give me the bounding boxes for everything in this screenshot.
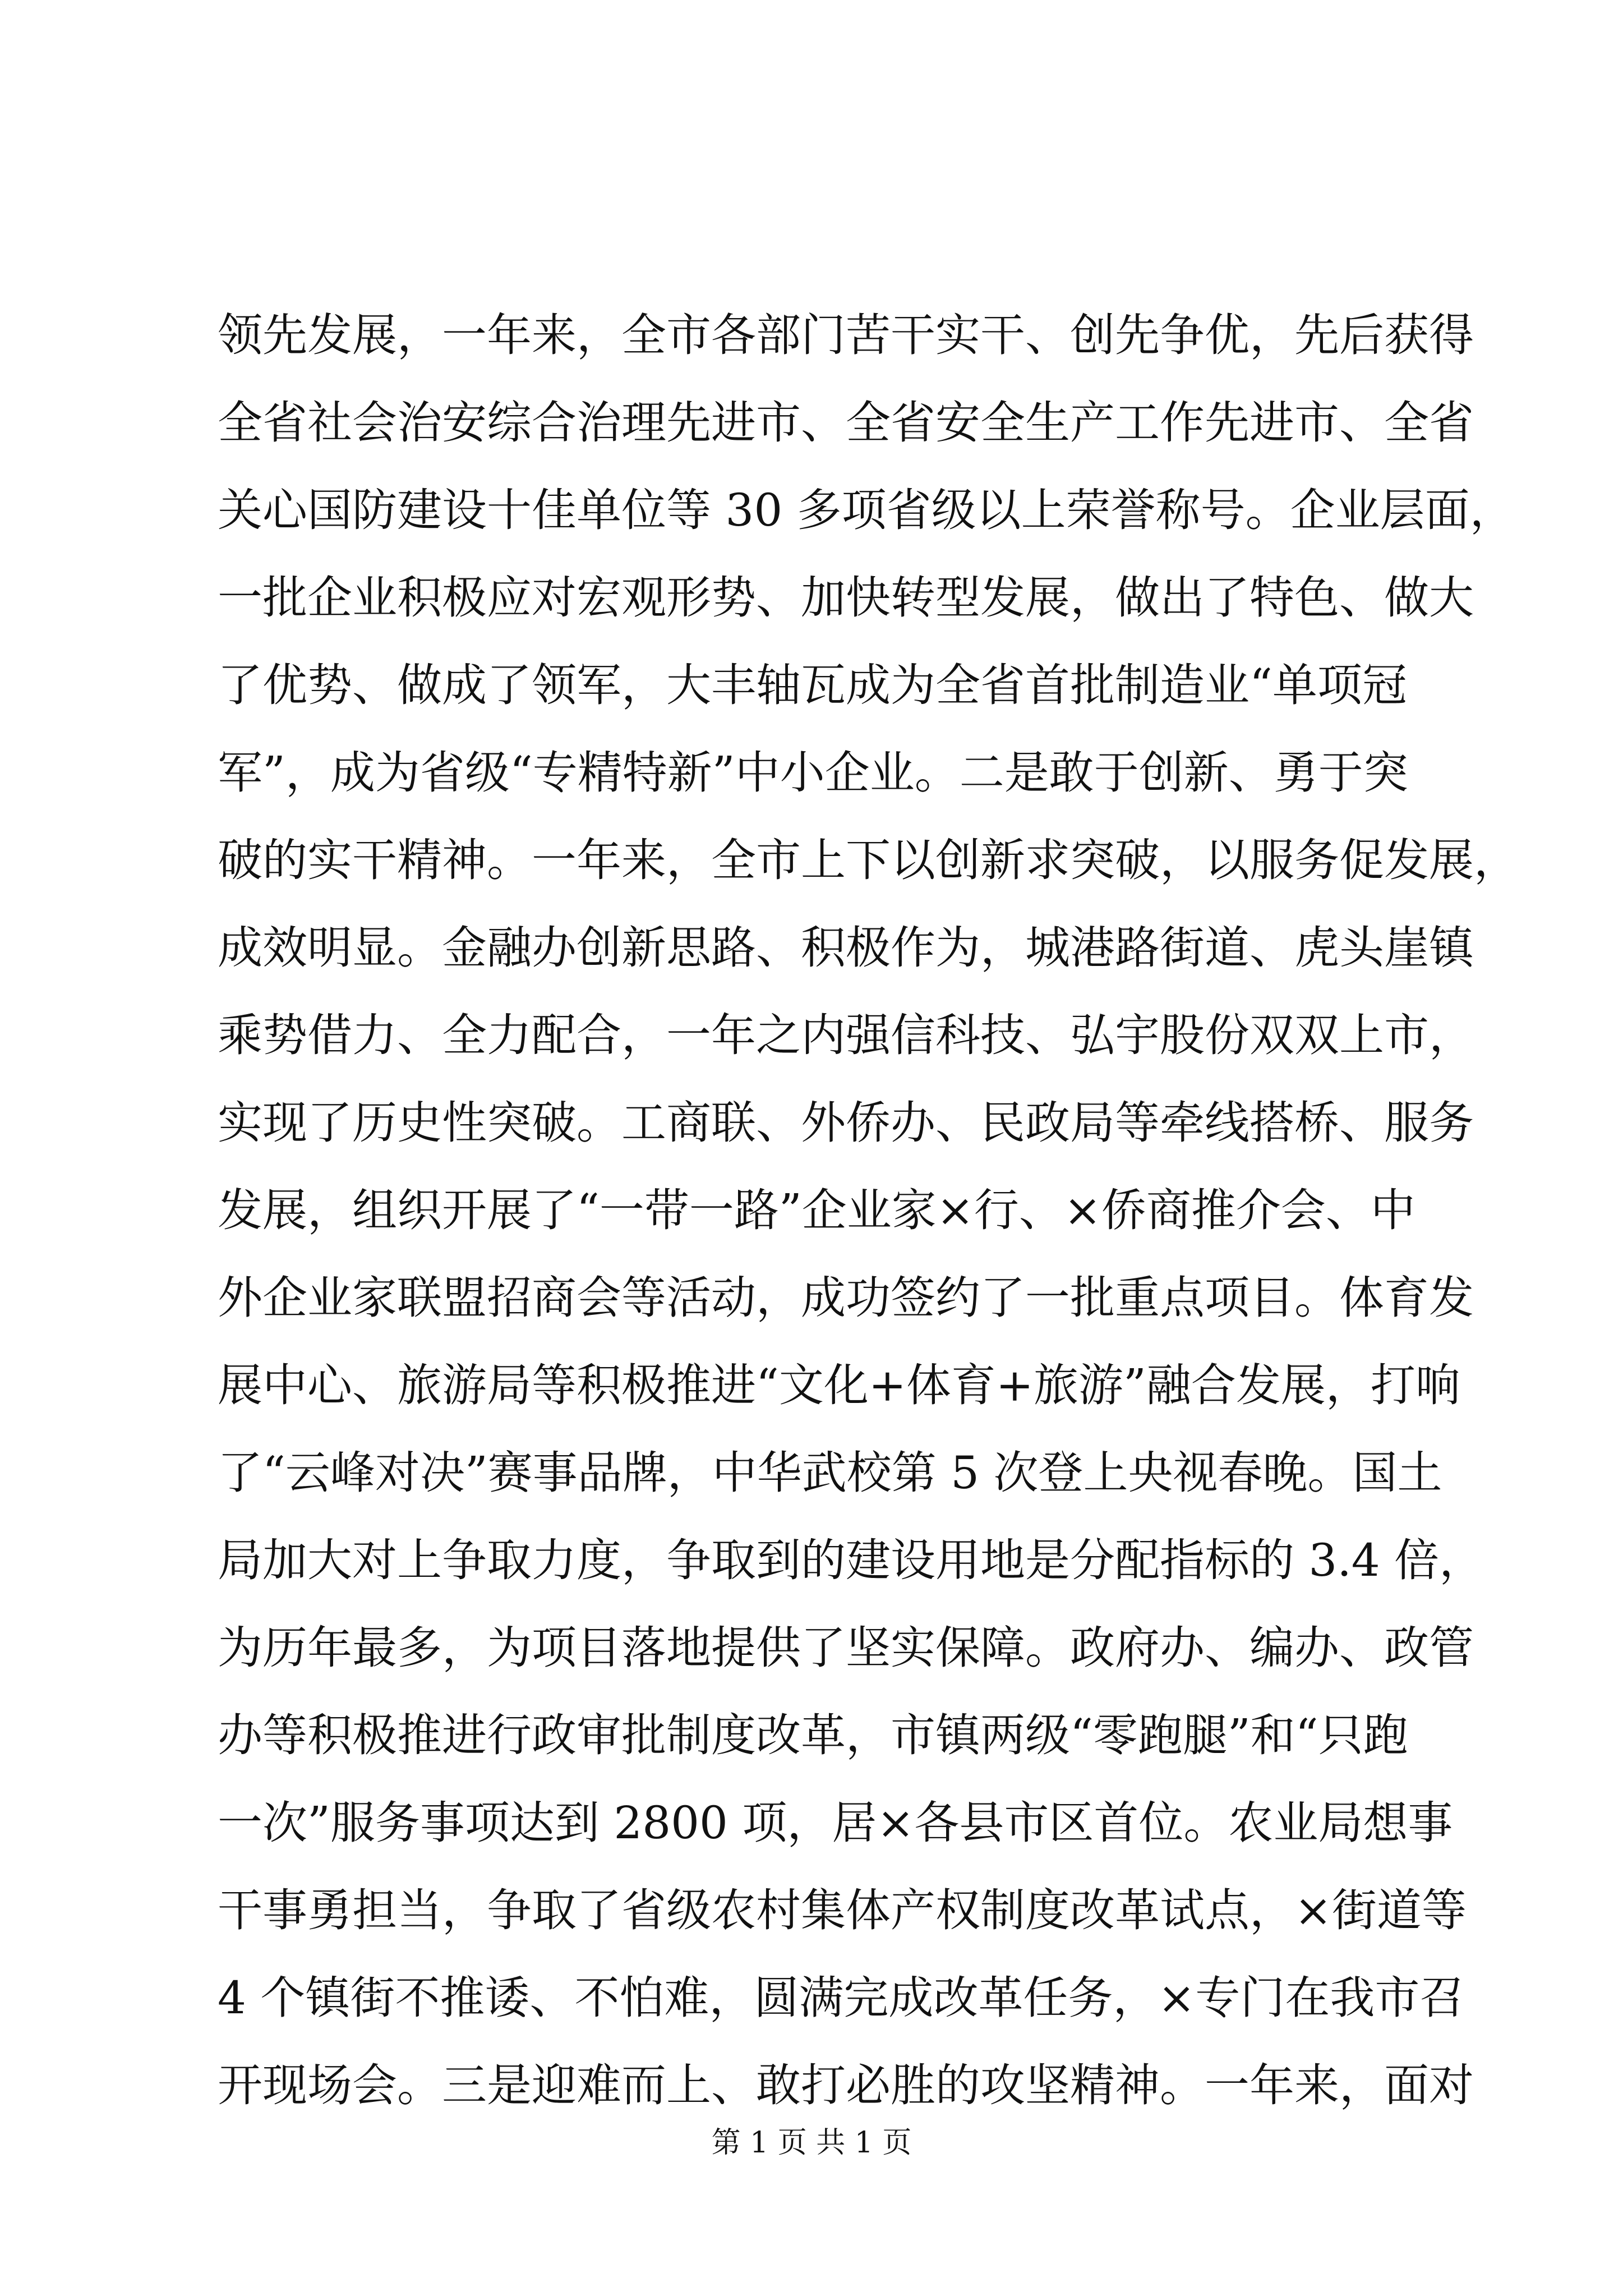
- text-line: 一批企业积极应对宏观形势、加快转型发展，做出了特色、做大: [218, 572, 1474, 624]
- text-line: 全省社会治安综合治理先进市、全省安全生产工作先进市、全省: [218, 397, 1474, 449]
- text-line: 办等积极推进行政审批制度改革，市镇两级“零跑腿”和“只跑: [218, 1709, 1408, 1761]
- text-line: 成效明显。金融办创新思路、积极作为，城港路街道、虎头崖镇: [218, 922, 1474, 974]
- text-line: 一次”服务事项达到 2800 项，居×各县市区首位。农业局想事: [218, 1797, 1453, 1849]
- text-line: 为历年最多，为项目落地提供了坚实保障。政府办、编办、政管: [218, 1622, 1474, 1674]
- text-line: 局加大对上争取力度，争取到的建设用地是分配指标的 3.4 倍，: [218, 1534, 1484, 1586]
- text-line: 关心国防建设十佳单位等 30 多项省级以上荣誉称号。企业层面，: [218, 484, 1515, 536]
- text-line: 了“云峰对决”赛事品牌，中华武校第 5 次登上央视春晚。国土: [218, 1447, 1442, 1499]
- page-footer: 第 1 页 共 1 页: [711, 2126, 912, 2160]
- text-line: 军”，成为省级“专精特新”中小企业。二是敢于创新、勇于突: [218, 747, 1408, 799]
- text-line: 4 个镇街不推诿、不怕难，圆满完成改革任务，×专门在我市召: [218, 1972, 1465, 2024]
- text-line: 发展，组织开展了“一带一路”企业家×行、×侨商推介会、中: [218, 1184, 1415, 1236]
- text-line: 外企业家联盟招商会等活动，成功签约了一批重点项目。体育发: [218, 1272, 1474, 1324]
- text-line: 干事勇担当，争取了省级农村集体产权制度改革试点，×街道等: [218, 1884, 1467, 1936]
- text-line: 了优势、做成了领军，大丰轴瓦成为全省首批制造业“单项冠: [218, 659, 1407, 711]
- text-line: 开现场会。三是迎难而上、敢打必胜的攻坚精神。一年来，面对: [218, 2059, 1474, 2111]
- text-line: 乘势借力、全力配合，一年之内强信科技、弘宇股份双双上市，: [218, 1009, 1474, 1061]
- text-line: 展中心、旅游局等积极推进“文化+体育+旅游”融合发展，打响: [218, 1359, 1460, 1411]
- text-line: 破的实干精神。一年来，全市上下以创新求突破，以服务促发展，: [218, 834, 1519, 886]
- body-text: [218, 292, 1519, 2129]
- text-line: 领先发展，一年来，全市各部门苦干实干、创先争优，先后获得: [218, 309, 1474, 361]
- text-line: 实现了历史性突破。工商联、外侨办、民政局等牵线搭桥、服务: [218, 1097, 1474, 1149]
